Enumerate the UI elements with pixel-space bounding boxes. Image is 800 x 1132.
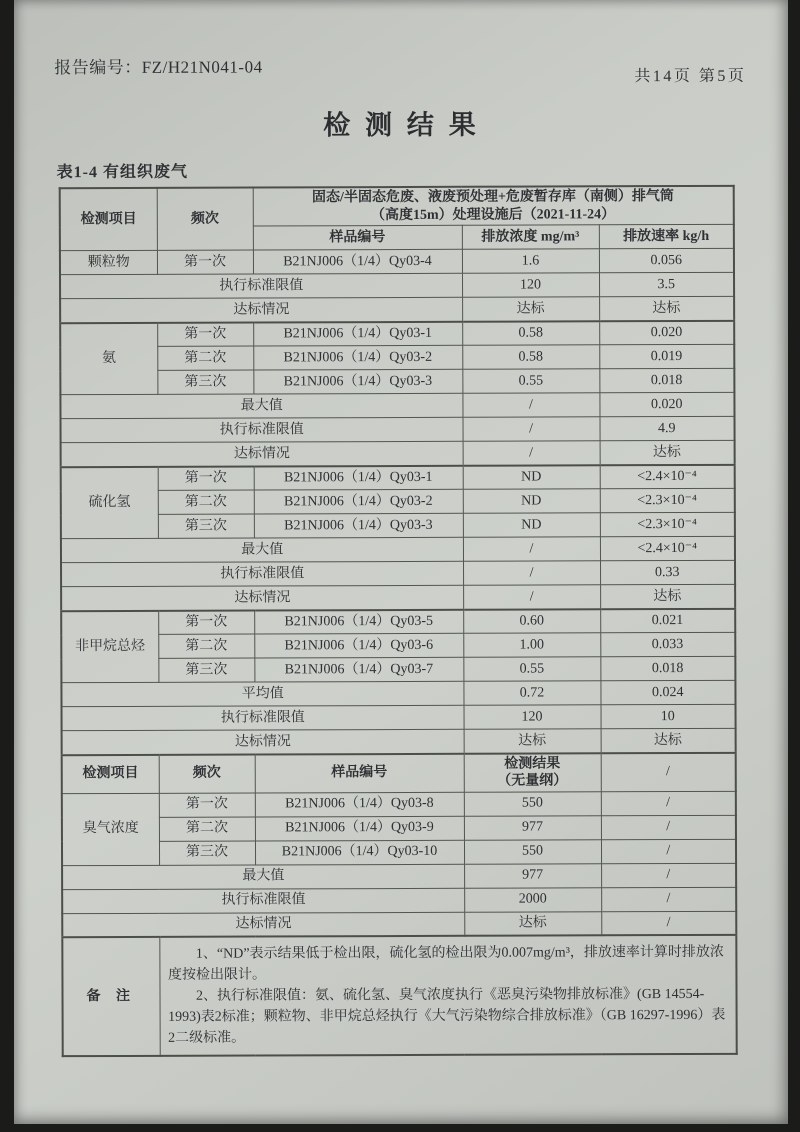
table-cell: 0.72 xyxy=(463,681,600,705)
table-row xyxy=(60,272,734,298)
table-cell: 0.021 xyxy=(600,608,735,632)
cell-line: 2、执行标准限值：氨、硫化氢、臭气浓度执行《恶臭污染物排放标准》(GB 14554-1993)表2标准；颗粒物、非甲烷总烃执行《大气污染物综合排放标准》（GB 16297-1996）表2二级标准。 xyxy=(168,986,726,1046)
page-header xyxy=(12,0,786,88)
table-cell: / xyxy=(601,752,736,791)
col-header-rate: 排放速率 kg/h xyxy=(599,224,734,248)
cell-line: 检测结果 xyxy=(504,755,561,772)
table-cell: 0.018 xyxy=(600,656,735,680)
table-cell: 0.020 xyxy=(599,392,734,416)
table-cell: 0.019 xyxy=(599,344,734,368)
table-cell: / xyxy=(462,393,599,417)
table-cell: 达标情况 xyxy=(61,441,463,466)
table-cell: B21NJ006（1/4）Qy03-8 xyxy=(255,792,464,817)
table-cell: 第一次 xyxy=(158,466,254,490)
table-cell: / xyxy=(601,815,736,839)
table-cell: 达标情况 xyxy=(62,912,464,937)
table-cell: 第三次 xyxy=(158,658,254,682)
results-table xyxy=(59,185,738,1057)
col-header-sample-id: 样品编号 xyxy=(253,225,462,250)
table-row xyxy=(61,632,735,658)
pollutant-name: 氨 xyxy=(60,322,157,394)
table-cell: / xyxy=(601,863,736,887)
table-cell: <2.3×10⁻⁴ xyxy=(600,512,735,536)
table-cell: 第二次 xyxy=(159,817,255,841)
table-cell: 执行标准限值 xyxy=(61,561,463,586)
page-title: 检测结果 xyxy=(323,109,491,141)
table-cell: 达标情况 xyxy=(62,729,464,754)
col-header-result xyxy=(464,753,601,792)
table-cell: 达标 xyxy=(464,911,601,935)
table-cell: 2000 xyxy=(464,887,601,911)
table-row xyxy=(61,416,735,442)
table-cell: 550 xyxy=(464,791,601,815)
table-cell: 0.58 xyxy=(462,345,599,369)
table-cell: 550 xyxy=(464,839,601,863)
table-cell: / xyxy=(463,441,600,465)
cell-line: 固态/半固态危废、液废预处理+危废暂存库（南侧）排气筒 xyxy=(312,189,674,206)
table-cell: 达标情况 xyxy=(61,585,463,610)
scan-edge-right xyxy=(788,0,800,1132)
table-cell: 达标 xyxy=(600,584,735,608)
table-cell: B21NJ006（1/4）Qy03-3 xyxy=(253,369,462,394)
table-cell: 达标 xyxy=(464,729,601,753)
header-row-1 xyxy=(60,186,734,227)
table-cell: 最大值 xyxy=(62,864,464,889)
table-cell: 0.58 xyxy=(462,321,599,345)
table-row xyxy=(61,560,735,586)
table-cell: 达标 xyxy=(599,296,734,320)
pollutant-name: 非甲烷总烃 xyxy=(61,610,158,682)
table-cell: 0.60 xyxy=(463,609,600,633)
table-cell: <2.4×10⁻⁴ xyxy=(600,536,735,560)
table-cell: B21NJ006（1/4）Qy03-10 xyxy=(255,840,464,865)
table-cell: 第三次 xyxy=(157,370,253,394)
table-cell: ND xyxy=(463,513,600,537)
table-cell: B21NJ006（1/4）Qy03-5 xyxy=(254,609,463,634)
table-row xyxy=(62,728,736,754)
table-row xyxy=(61,440,735,466)
col-header-concentration: 排放浓度 mg/m³ xyxy=(462,225,599,249)
table-row xyxy=(61,608,735,634)
table-cell: B21NJ006（1/4）Qy03-1 xyxy=(254,465,463,490)
table-cell: 0.056 xyxy=(599,248,734,272)
table-cell: 执行标准限值 xyxy=(61,417,463,442)
table-row xyxy=(62,911,736,937)
table-row xyxy=(61,536,735,562)
col-header-frequency: 频次 xyxy=(159,754,255,793)
pollutant-name: 颗粒物 xyxy=(60,250,157,274)
table-row xyxy=(62,704,736,730)
table-row xyxy=(61,512,735,538)
table-cell: <2.3×10⁻⁴ xyxy=(600,488,735,512)
table-cell: ND xyxy=(463,465,600,489)
col-header-item: 检测项目 xyxy=(62,754,159,793)
table-cell: 977 xyxy=(464,863,601,887)
table-cell: 1.00 xyxy=(463,633,600,657)
table-cell: B21NJ006（1/4）Qy03-9 xyxy=(255,816,464,841)
table-cell: 977 xyxy=(464,815,601,839)
table-cell: 最大值 xyxy=(61,537,463,562)
table-cell: 第一次 xyxy=(157,322,253,346)
report-page xyxy=(14,0,788,1124)
page-indicator: 共14页 第5页 xyxy=(634,67,747,86)
table-cell: 第二次 xyxy=(158,490,254,514)
table-row xyxy=(62,815,736,841)
table-cell: B21NJ006（1/4）Qy03-6 xyxy=(254,633,463,658)
table-cell: / xyxy=(601,911,736,935)
table-cell: 0.55 xyxy=(462,369,599,393)
table-cell: 达标情况 xyxy=(60,297,462,322)
table-cell: 4.9 xyxy=(600,416,735,440)
scan-edge-bottom xyxy=(0,1124,800,1132)
pollutant-name: 硫化氢 xyxy=(61,466,158,538)
table-cell: / xyxy=(463,585,600,609)
table-cell: 3.5 xyxy=(599,272,734,296)
cell-line: 1、“ND”表示结果低于检出限，硫化氢的检出限为0.007mg/m³，排放速率计算时排放浓度按检出限计。 xyxy=(167,944,724,983)
pollutant-name: 臭气浓度 xyxy=(62,793,159,865)
table-cell: <2.4×10⁻⁴ xyxy=(600,464,735,488)
col-header-outlet xyxy=(253,186,734,226)
table-cell: 达标 xyxy=(462,297,599,321)
table-cell: 第二次 xyxy=(158,634,254,658)
table-cell: 执行标准限值 xyxy=(62,705,464,730)
table-row xyxy=(60,320,734,346)
col-header-frequency: 频次 xyxy=(157,188,253,251)
table-cell: 执行标准限值 xyxy=(60,273,462,298)
table-row xyxy=(61,680,735,706)
page-content xyxy=(12,0,790,1057)
table-cell: 执行标准限值 xyxy=(62,888,464,913)
col-header-sample-id: 样品编号 xyxy=(255,753,464,792)
table-cell: 0.018 xyxy=(599,368,734,392)
table-row xyxy=(61,488,735,514)
table-row xyxy=(60,392,734,418)
table-cell: B21NJ006（1/4）Qy03-3 xyxy=(254,513,463,538)
table-cell: 达标 xyxy=(600,440,735,464)
table-cell: 第三次 xyxy=(159,841,255,865)
results-table-body xyxy=(60,186,737,1056)
col-header-item: 检测项目 xyxy=(60,188,157,251)
table-cell: 第一次 xyxy=(159,793,255,817)
cell-line: （无量纲） xyxy=(497,773,568,789)
remarks-text xyxy=(159,935,736,1056)
table-cell: B21NJ006（1/4）Qy03-2 xyxy=(254,489,463,514)
table-cell: / xyxy=(601,887,736,911)
table-cell: 平均值 xyxy=(61,681,463,706)
table-cell: / xyxy=(463,537,600,561)
table-cell: 最大值 xyxy=(60,393,462,418)
table-row xyxy=(62,887,736,913)
cell-line: （高度15m）处理设施后（2021-11-24） xyxy=(370,206,616,223)
table-cell: 0.33 xyxy=(600,560,735,584)
table-cell: / xyxy=(601,791,736,815)
table-row xyxy=(61,584,735,610)
table-row xyxy=(60,368,734,394)
table-cell: 1.6 xyxy=(462,249,599,273)
table-cell: 0.020 xyxy=(599,320,734,344)
table-cell: 第三次 xyxy=(158,514,254,538)
table-cell: 0.55 xyxy=(463,657,600,681)
table-cell: 120 xyxy=(464,705,601,729)
table-row xyxy=(60,296,734,322)
table-row xyxy=(60,344,734,370)
table-cell: / xyxy=(463,561,600,585)
table-row xyxy=(62,839,736,865)
table-cell: 10 xyxy=(601,704,736,728)
table-row xyxy=(61,464,735,490)
table-cell: B21NJ006（1/4）Qy03-1 xyxy=(253,321,462,346)
table-cell: 第一次 xyxy=(158,610,254,634)
table-cell: 第二次 xyxy=(157,346,253,370)
report-number: 报告编号：FZ/H21N041-04 xyxy=(54,57,263,78)
table-caption: 表1-4 有组织废气 xyxy=(56,163,189,182)
table-row xyxy=(60,248,734,274)
remarks-row xyxy=(62,935,736,1056)
table-cell: 达标 xyxy=(601,728,736,752)
table-cell: 0.033 xyxy=(600,632,735,656)
table-row xyxy=(62,863,736,889)
table-cell: / xyxy=(463,417,600,441)
table-cell: B21NJ006（1/4）Qy03-7 xyxy=(254,657,463,682)
table-cell: 0.024 xyxy=(600,680,735,704)
table-cell: 120 xyxy=(462,273,599,297)
table-cell: / xyxy=(601,839,736,863)
header-row-3 xyxy=(62,752,736,793)
remarks-label: 备 注 xyxy=(62,937,159,1056)
table-cell: B21NJ006（1/4）Qy03-4 xyxy=(253,249,462,274)
table-cell: 第一次 xyxy=(157,250,253,274)
table-cell: ND xyxy=(463,489,600,513)
table-cell: B21NJ006（1/4）Qy03-2 xyxy=(253,345,462,370)
table-row xyxy=(62,791,736,817)
table-row xyxy=(61,656,735,682)
